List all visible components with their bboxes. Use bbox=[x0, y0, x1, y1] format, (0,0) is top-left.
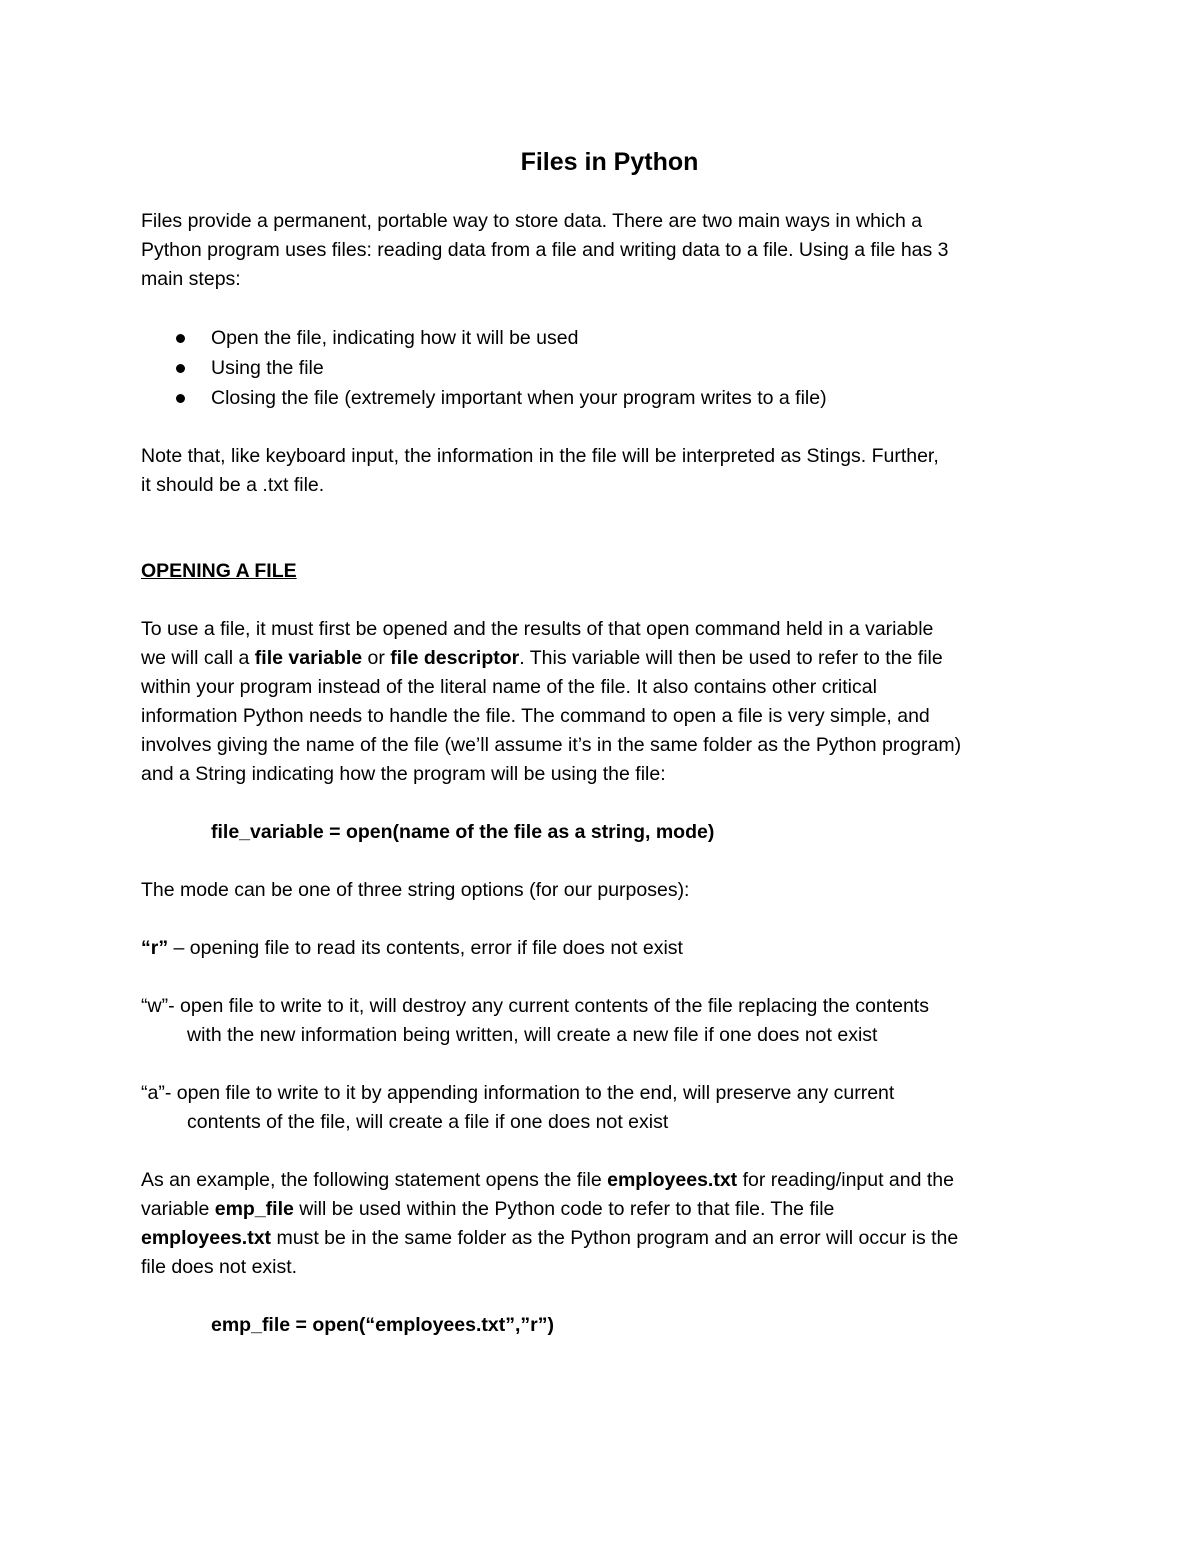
example-paragraph bbox=[141, 1166, 1066, 1282]
example-line-2a: variable bbox=[141, 1198, 215, 1220]
opening-line-4: information Python needs to handle the file. The command to open a file is very simple, and bbox=[141, 705, 930, 727]
note-paragraph bbox=[141, 442, 1066, 500]
list-item bbox=[141, 353, 1066, 383]
intro-line-3: main steps: bbox=[141, 268, 241, 290]
mode-a bbox=[141, 1079, 1066, 1137]
opening-line-1: To use a file, it must first be opened and the results of that open command held in a variable bbox=[141, 618, 934, 640]
mode-r-desc: – opening file to read its contents, error if file does not exist bbox=[168, 937, 683, 959]
opening-line-2c: or bbox=[362, 647, 391, 669]
step-text: Open the file, indicating how it will be used bbox=[211, 327, 579, 349]
term-file-variable: file variable bbox=[254, 647, 363, 669]
mode-w-desc-1: - open file to write to it, will destroy any current contents of the file replacing the contents bbox=[168, 995, 929, 1017]
term-emp-file: emp_file bbox=[214, 1198, 294, 1220]
mode-a-desc-2: contents of the file, will create a file if one does not exist bbox=[187, 1111, 669, 1133]
example-line-4: file does not exist. bbox=[141, 1256, 298, 1278]
opening-line-2a: we will call a bbox=[141, 647, 255, 669]
mode-a-desc-1: - open file to write to it by appending information to the end, will preserve any current bbox=[164, 1082, 895, 1104]
example-code-line: emp_file = open(“employees.txt”,”r”) bbox=[211, 1314, 554, 1336]
example-line-1a: As an example, the following statement opens the file bbox=[141, 1169, 608, 1191]
mode-r bbox=[141, 934, 1066, 963]
term-employees-txt-2: employees.txt bbox=[141, 1227, 272, 1249]
steps-list bbox=[141, 323, 1066, 413]
list-item bbox=[141, 383, 1066, 413]
mode-key-a: “a” bbox=[141, 1082, 165, 1104]
opening-line-6: and a String indicating how the program will be using the file: bbox=[141, 763, 666, 785]
list-item bbox=[141, 323, 1066, 353]
intro-line-2: Python program uses files: reading data from a file and writing data to a file. Using a file has 3 bbox=[141, 239, 949, 261]
opening-line-2e: . This variable will then be used to refer to the file bbox=[519, 647, 943, 669]
syntax-code-line: file_variable = open(name of the file as a string, mode) bbox=[211, 821, 715, 843]
mode-w bbox=[141, 992, 1066, 1050]
document-body bbox=[141, 142, 1066, 1369]
intro-paragraph bbox=[141, 207, 1066, 294]
bullet-icon bbox=[176, 334, 185, 343]
note-line-2: it should be a .txt file. bbox=[141, 474, 325, 496]
opening-paragraph bbox=[141, 615, 1066, 789]
mode-key-r: “r” bbox=[141, 937, 169, 959]
example-line-2c: will be used within the Python code to refer to that file. The file bbox=[293, 1198, 835, 1220]
page-title: Files in Python bbox=[520, 148, 699, 176]
note-line-1: Note that, like keyboard input, the information in the file will be interpreted as Stings. Further, bbox=[141, 445, 939, 467]
term-file-descriptor: file descriptor bbox=[390, 647, 520, 669]
mode-w-desc-2: with the new information being written, will create a new file if one does not exist bbox=[187, 1024, 878, 1046]
intro-line-1: Files provide a permanent, portable way to store data. There are two main ways in which a bbox=[141, 210, 923, 232]
bullet-icon bbox=[176, 364, 185, 373]
bullet-icon bbox=[176, 394, 185, 403]
opening-line-3: within your program instead of the literal name of the file. It also contains other critical bbox=[141, 676, 877, 698]
step-text: Closing the file (extremely important when your program writes to a file) bbox=[211, 387, 827, 409]
mode-intro: The mode can be one of three string options (for our purposes): bbox=[141, 879, 690, 901]
example-line-1c: for reading/input and the bbox=[737, 1169, 954, 1191]
section-heading: OPENING A FILE bbox=[141, 560, 297, 582]
mode-key-w: “w” bbox=[141, 995, 169, 1017]
opening-line-5: involves giving the name of the file (we’ll assume it’s in the same folder as the Python program) bbox=[141, 734, 962, 756]
example-line-3b: must be in the same folder as the Python program and an error will occur is the bbox=[271, 1227, 959, 1249]
step-text: Using the file bbox=[211, 357, 324, 379]
term-employees-txt: employees.txt bbox=[607, 1169, 738, 1191]
